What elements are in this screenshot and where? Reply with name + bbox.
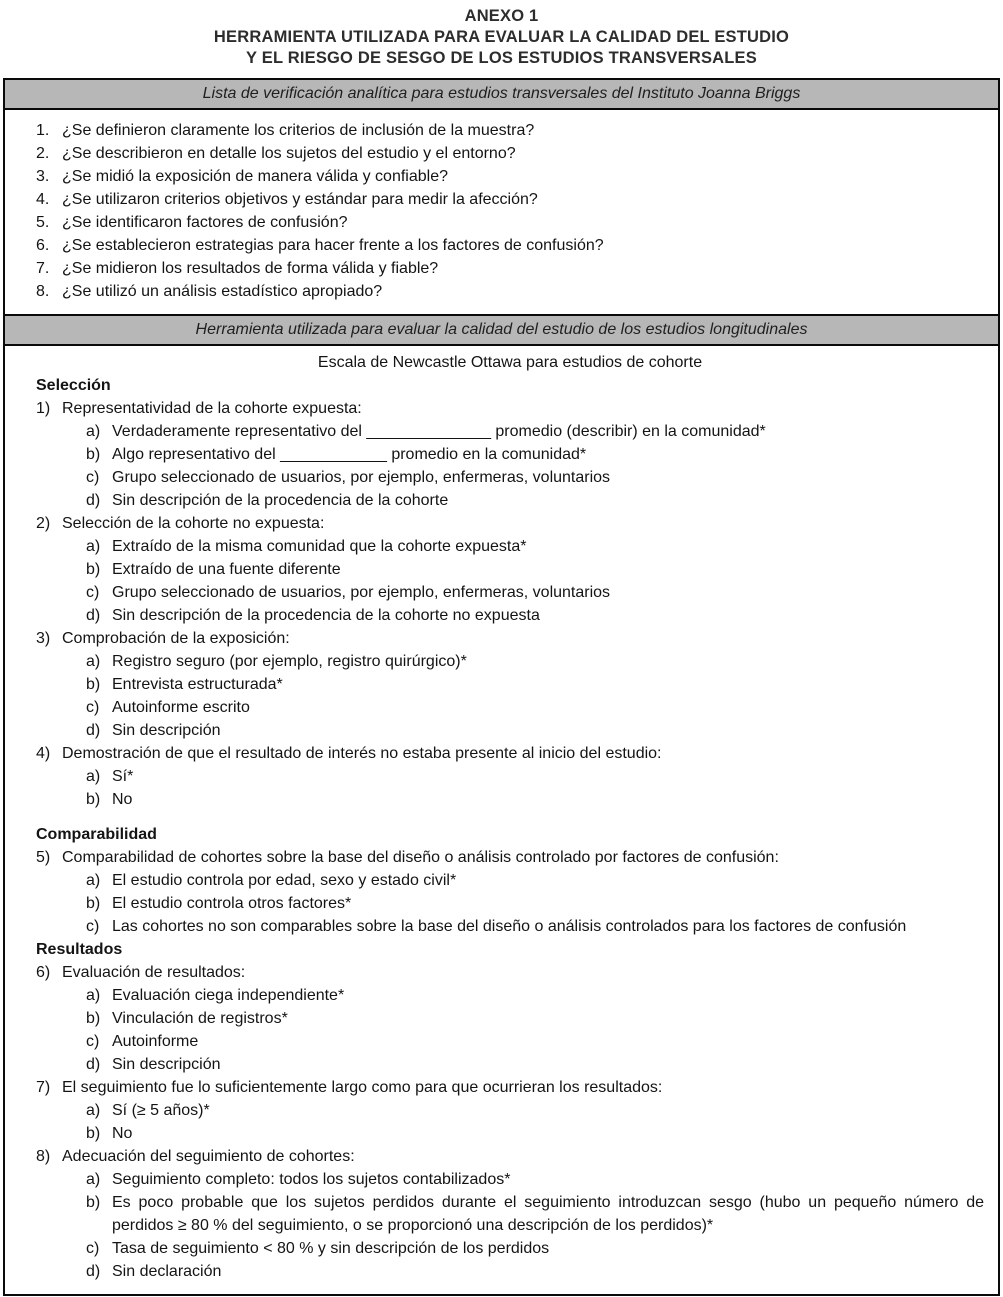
option: [86, 788, 984, 811]
group-heading-resultados: Resultados: [36, 941, 123, 958]
options-list: [86, 535, 984, 627]
question-number: 2): [36, 515, 51, 532]
option-letter: a): [86, 538, 101, 555]
option-letter: a): [86, 1102, 101, 1119]
option: [86, 673, 984, 696]
option-text: Sin descripción de la procedencia de la cohorte no expuesta: [112, 607, 540, 624]
checklist-item: [36, 119, 984, 142]
option-text: Sin descripción: [112, 1056, 221, 1073]
item-text: ¿Se utilizaron criterios objetivos y estándar para medir la afección?: [62, 191, 538, 208]
option-text: Seguimiento completo: todos los sujetos contabilizados*: [112, 1171, 511, 1188]
question-text: Adecuación del seguimiento de cohortes:: [62, 1148, 355, 1165]
annex-title: ANEXO 1: [464, 7, 539, 25]
option-letter: d): [86, 607, 101, 624]
option-letter: a): [86, 872, 101, 889]
option-text: Sin declaración: [112, 1263, 222, 1280]
item-number: 4.: [36, 191, 50, 208]
option-letter: d): [86, 1056, 101, 1073]
item-text: ¿Se midió la exposición de manera válida y confiable?: [62, 168, 448, 185]
options-list: [86, 984, 984, 1076]
option-text: Autoinforme: [112, 1033, 199, 1050]
item-text: ¿Se definieron claramente los criterios de inclusión de la muestra?: [62, 122, 535, 139]
question-1: [36, 397, 984, 512]
option: [86, 1122, 984, 1145]
option-letter: b): [86, 1194, 101, 1211]
options-list: [86, 420, 984, 512]
document-subtitle-line1: HERRAMIENTA UTILIZADA PARA EVALUAR LA CALIDAD DEL ESTUDIO: [213, 28, 790, 46]
option: [86, 604, 984, 627]
item-number: 2.: [36, 145, 50, 162]
question-text: Evaluación de resultados:: [62, 964, 246, 981]
item-number: 1.: [36, 122, 50, 139]
option-letter: c): [86, 918, 100, 935]
option-text: Es poco probable que los sujetos perdidos durante el seguimiento introduzcan sesgo (hubo un pequeño número de perdidos ≥ 80 % del seguimiento, o se proporcionó una descripción de los perdidos)*: [112, 1194, 984, 1234]
option: [86, 1237, 984, 1260]
option: [86, 984, 984, 1007]
option-letter: a): [86, 653, 101, 670]
scale-title: Escala de Newcastle Ottawa para estudios de cohorte: [317, 354, 703, 371]
assessment-tools-table: [3, 78, 1000, 1296]
newcastle-ottawa-scale: [5, 346, 998, 1294]
question-4: [36, 742, 984, 811]
option-letter: c): [86, 584, 100, 601]
option-letter: b): [86, 561, 101, 578]
option-text: Algo representativo del ____________ promedio en la comunidad*: [112, 446, 587, 463]
question-text: Demostración de que el resultado de interés no estaba presente al inicio del estudio:: [62, 745, 662, 762]
options-list: [86, 1168, 984, 1283]
checklist-item: [36, 165, 984, 188]
option-text: Evaluación ciega independiente*: [112, 987, 345, 1004]
question-number: 3): [36, 630, 51, 647]
option-text: El estudio controla otros factores*: [112, 895, 352, 912]
option-text: Extraído de la misma comunidad que la cohorte expuesta*: [112, 538, 527, 555]
question-text: Selección de la cohorte no expuesta:: [62, 515, 325, 532]
jbi-section-header: Lista de verificación analítica para estudios transversales del Instituto Joanna Briggs: [5, 80, 998, 110]
checklist-item: [36, 257, 984, 280]
option: [86, 869, 984, 892]
checklist-item: [36, 280, 984, 303]
question-7: [36, 1076, 984, 1145]
option-text: No: [112, 791, 133, 808]
question-number: 6): [36, 964, 51, 981]
question-5: [36, 846, 984, 938]
option: [86, 1053, 984, 1076]
option: [86, 915, 984, 938]
option-letter: c): [86, 469, 100, 486]
option: [86, 1168, 984, 1191]
option: [86, 1007, 984, 1030]
option: [86, 1191, 984, 1237]
option-letter: a): [86, 987, 101, 1004]
jbi-checklist: [5, 110, 998, 314]
item-number: 5.: [36, 214, 50, 231]
item-number: 8.: [36, 283, 50, 300]
option-letter: b): [86, 791, 101, 808]
question-text: Representatividad de la cohorte expuesta:: [62, 400, 362, 417]
option-text: El estudio controla por edad, sexo y estado civil*: [112, 872, 457, 889]
option-letter: a): [86, 768, 101, 785]
checklist-item: [36, 188, 984, 211]
option-text: Sí*: [112, 768, 134, 785]
item-text: ¿Se identificaron factores de confusión?: [62, 214, 348, 231]
question-text: Comprobación de la exposición:: [62, 630, 290, 647]
option-letter: c): [86, 699, 100, 716]
option-letter: c): [86, 1033, 100, 1050]
item-number: 7.: [36, 260, 50, 277]
group-heading-seleccion: Selección: [36, 377, 111, 394]
item-text: ¿Se midieron los resultados de forma válida y fiable?: [62, 260, 439, 277]
option-text: Entrevista estructurada*: [112, 676, 283, 693]
longitudinal-section-header: Herramienta utilizada para evaluar la calidad del estudio de los estudios longitudinales: [5, 314, 998, 346]
option: [86, 892, 984, 915]
item-text: ¿Se utilizó un análisis estadístico apropiado?: [62, 283, 383, 300]
options-list: [86, 650, 984, 742]
question-number: 7): [36, 1079, 51, 1096]
group-heading-comparabilidad: Comparabilidad: [36, 826, 157, 843]
option-letter: b): [86, 446, 101, 463]
option: [86, 1260, 984, 1283]
option-letter: d): [86, 492, 101, 509]
option-text: Grupo seleccionado de usuarios, por ejemplo, enfermeras, voluntarios: [112, 469, 611, 486]
option: [86, 650, 984, 673]
option-text: Grupo seleccionado de usuarios, por ejemplo, enfermeras, voluntarios: [112, 584, 611, 601]
option-text: Sin descripción: [112, 722, 221, 739]
question-number: 1): [36, 400, 51, 417]
option: [86, 1030, 984, 1053]
options-list: [86, 765, 984, 811]
document-subtitle-line2: Y EL RIESGO DE SESGO DE LOS ESTUDIOS TRANSVERSALES: [246, 49, 757, 67]
question-number: 5): [36, 849, 51, 866]
item-number: 3.: [36, 168, 50, 185]
option-text: Extraído de una fuente diferente: [112, 561, 341, 578]
item-number: 6.: [36, 237, 50, 254]
option-letter: b): [86, 1010, 101, 1027]
option: [86, 719, 984, 742]
option-letter: a): [86, 423, 101, 440]
option-text: No: [112, 1125, 133, 1142]
question-number: 8): [36, 1148, 51, 1165]
document-title-block: [3, 6, 1000, 69]
option: [86, 558, 984, 581]
option: [86, 420, 984, 443]
option-letter: b): [86, 676, 101, 693]
checklist-item: [36, 211, 984, 234]
option: [86, 535, 984, 558]
option-text: Autoinforme escrito: [112, 699, 250, 716]
option-letter: b): [86, 1125, 101, 1142]
checklist-item: [36, 142, 984, 165]
question-8: [36, 1145, 984, 1283]
question-6: [36, 961, 984, 1076]
option: [86, 696, 984, 719]
option-letter: a): [86, 1171, 101, 1188]
question-text: El seguimiento fue lo suficientemente largo como para que ocurrieran los resultados:: [62, 1079, 663, 1096]
option-text: Sin descripción de la procedencia de la cohorte: [112, 492, 449, 509]
option: [86, 1099, 984, 1122]
option-text: Verdaderamente representativo del ______________ promedio (describir) en la comunidad*: [112, 423, 766, 440]
question-3: [36, 627, 984, 742]
question-2: [36, 512, 984, 627]
options-list: [86, 1099, 984, 1145]
option-text: Las cohortes no son comparables sobre la base del diseño o análisis controlados para los factores de confusión: [112, 918, 907, 935]
option: [86, 443, 984, 466]
option: [86, 466, 984, 489]
option: [86, 489, 984, 512]
option-letter: d): [86, 1263, 101, 1280]
option-text: Registro seguro (por ejemplo, registro quirúrgico)*: [112, 653, 467, 670]
option-text: Sí (≥ 5 años)*: [112, 1102, 210, 1119]
option: [86, 581, 984, 604]
item-text: ¿Se describieron en detalle los sujetos del estudio y el entorno?: [62, 145, 516, 162]
option-text: Tasa de seguimiento < 80 % y sin descripción de los perdidos: [112, 1240, 550, 1257]
option-letter: c): [86, 1240, 100, 1257]
option-letter: d): [86, 722, 101, 739]
option: [86, 765, 984, 788]
question-number: 4): [36, 745, 51, 762]
options-list: [86, 869, 984, 938]
option-letter: b): [86, 895, 101, 912]
checklist-item: [36, 234, 984, 257]
option-text: Vinculación de registros*: [112, 1010, 288, 1027]
question-text: Comparabilidad de cohortes sobre la base del diseño o análisis controlado por factores de confusión:: [62, 849, 779, 866]
item-text: ¿Se establecieron estrategias para hacer frente a los factores de confusión?: [62, 237, 604, 254]
